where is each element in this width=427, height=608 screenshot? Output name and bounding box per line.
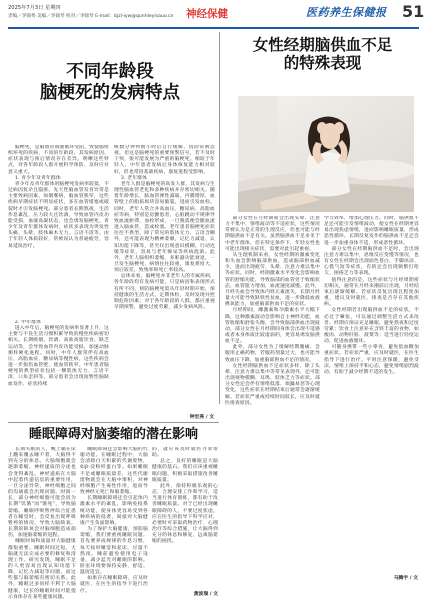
article2-byline: 马腾宇 / 文 <box>393 575 418 581</box>
page-header <box>8 2 425 26</box>
article2-title <box>226 36 419 73</box>
page-number: 51 <box>402 2 425 21</box>
article2-title-line1: 女性经期脑供血不足 <box>252 35 393 54</box>
article1-title-line2: 脑梗死的发病特点 <box>40 82 180 103</box>
article1-col1-bottom: 2. 中年群体 进入中年后，脑梗死的发病率显著上升，这主要与不良生活习惯积累导致的慢性疾病密切相关。长期吸烟、饮酒、高盐高脂饮食、缺乏运动等，会导致血管内皮功能受损，加速动脉粥样硬化进程。同时，中年人群常伴有高血压、高脂血症、糖尿病等慢性病，这些疾病会进一步损伤血管壁，使血管狭窄。中年患者脑梗死的典型症状包括一侧肢体无力、言语不清、口角歪斜等。部分患者会出现短暂性脑缺血发作，症状持续 <box>8 320 109 387</box>
article1-title-line1: 不同年龄段 <box>66 62 154 82</box>
article3-col3: 的，就应该及时就医寻求帮助。 总之，良好的睡眠是大脑健康的基石。我们应该重视睡眠问题，积极采取措施改善睡眠质量。 此外，保持积极乐观的心态，合理安排工作和学习，适当进行体育锻炼，都有助于改善睡眠质量。对于已经出现睡眠障碍的人，不要过度焦虑，应在医生的指导下科学应对，必要时可采取药物治疗、心理治疗等综合措施，让大脑得到充分的休息和修复，远离脑萎缩的困扰。 <box>152 447 218 545</box>
article2-col2: 学习效率，增加心理压力。同时，脑供血不足还可能引发情绪波动，使女性在经期更容易出现焦虑情绪，进而影响睡眠质量，形成恶性循环。长期反复发作的脑供血不足还会进一步加重身体不适，形成恶性循环。 部分女性在经期脑供血不足时，会出现注意力难以集中，思维反应变慢等情况，也有女性在经期会出现面色苍白、手脚冰凉、心慌气短等症状，有的还会出现频繁打哈欠、困倦乏力等表现。 值得注意的是，这些症状与月经周期密切相关，通常在月经来潮前后出现，月经结束后逐渐缓解。若症状反复出现且程度加重，建议及时就医，排查是否存在其他疾病。 女性经期若出现脑供血不足的症状，不必过于紧张，可以通过调整生活方式来改善。经期应保证充足睡眠，避免熬夜和过度劳累；饮食上注意补充含铁丰富的食物，如瘦肉、动物肝脏、菠菜等；适当进行轻度运动，促进血液循环。 可随身携带一些小零食，避免低血糖加重症状。若症状严重，应及时就医，在医生指导下进行治疗。平时注意保暖，避免受凉，情绪上保持平和心态，避免情绪剧烈波动，有助于减少经期不适的发生。 <box>324 216 419 375</box>
column-divider <box>219 32 220 404</box>
article1-col2: 统数分钟到数小时后自行缓解，因而常被忽视。但这是脑梗死的重要预警信号，若不及时干预，很可能发展为严重的脑梗死。相较于年轻人，中年患者发病后身体恢复能力相对较好，但也常因基础疾病，康复进程受影响。 3. 老年群体 老年人群是脑梗死的高发人群，其发病与生理性脑血管老化和多种疾病并存密切相关。随着年龄增长，脑血管弹性减弱，内膜增厚，血管壁上的脂质斑块容易破裂，进而引发血栓。同时，老年人常合并高血压、糖尿病、高脂血症等病，特别是房颤患者，心脏跳动不规律导致血流瘀滞，血栓形成，一旦脱落便会随血流进入脑血管，造成栓塞。老年患者脑梗死症状往往不典型，除了常见的肢体无力、言语含糊外，还可能表现为精神萎靡，记忆力减退、认知功能下降等，甚至仅出现意识模糊、行动迟缓等症状，容易与老年痴呆等疾病混淆。此外，老年人脑组织萎缩，多脏器功能衰退，一旦发生脑梗死，病情往往较重，康复难度大，预后较差，致残率和死亡率较高。 总体来看，脑梗死并非老年人的专属疾病，各年龄段均有发病可能，只是病因和表现形式有所不同。预防脑梗死需从年轻时期开始，保持健康的生活方式，定期体检，及时发现并控制危险因素；对于各年龄段的人群，都应重视早期预警，避免过度劳累，减少发病风险。 <box>114 145 215 311</box>
article2-col1: 部分女性在月经期间会出现头晕、注意力不集中、情绪波动等不适症状，这些情况常被认为是正常的生理反应，但也可能与经期脑供血不足有关。虽然脑供血不足多见于中老年群体，但在特定条件下，年轻女性也可能出现相关症状，需要对此引起重视。 从生理机制来看，女性经期的激素变化和失血会影响脑部供血，造成脑部供血减少，进而出现疲劳、头晕、注意力难以集中等症状。同时，经期激素水平变化会影响血管的舒缩功能，导致脑部的血管处于收缩状态，血管阻力增加，血流速度减慢。此外，月经失血会导致体内铁元素流失，长期月经量大可能导致缺铁性贫血，进一步降低血液携氧能力，加重脑部供血不足的症状。 月经期间，雌激素和孕激素水平大幅下降，这种激素波动会影响自主神经功能，血管收缩和舒张失衡，会导致脑部供血出现波动，部分女性在月经期间身体会出现不适感或者本身体质比较虚弱的，更容易诱发脑供血不足。 此外，部分女性为了缓解经期腹痛，会服用止痛药物，若服药剂量过大，也可能导致血压下降，加重脑部供血不足的情况。 女性经期脑供血不足症状多样，除了头晕、注意力难以集中等常见表现外，还可能出现视物模糊、耳鸣、肢体乏力等症状。部分女性还会伴有情绪低落、烦躁易怒等心理变化，这些症状在经期结束后通常会逐渐缓解。若症状严重或持续时间较长，应及时就医排查原因。 <box>225 216 320 406</box>
issue-date: 2025年7月3日 星期四 <box>8 5 61 11</box>
article2-title-line2: 的特殊表现 <box>283 53 362 73</box>
section-title: 神经保健 <box>186 8 228 20</box>
article1-col1-top: 脑梗死，是脑血管血液循环受阻、致使脑组织坏死的疾病，不同的年龄段，其发病原因、症状表现与预后情况存在差异。明晰这些特点，对各年龄段人群开展科学预防、及时应对意义重大。 1. 青少年及青年群体 青少年及青年群体的脑梗死发病率较低，不过病因复杂且隐匿。先天性脑血管发育异常是主要致病因素，如烟雾病，脑血管狭窄，这些疾病早期症状不明显症状，多在血管堵塞或破裂时才引发脑梗死。部分患者长期熬夜，生活作息紊乱，压力较大且饮酒，导致血管内皮功能受损，血液高凝状态，也会诱发脑梗死。青少年及青年群体发病时，症状多表现为突发性头痛、头晕、肢体麻木无力，言语不清等。由于年轻人体质较好，常被误认为普通疲劳，容易延误治疗。 <box>8 145 109 249</box>
article3-col1: 长期失眠的人，晚上躺在床上翻来覆去睡不着，大脑得不到充分的休息。大脑细胞就会逐渐萎缩。神经递质的分泌也会变得紊乱。神经递质在大脑中起着传递信息的重要作用，一旦分泌异常，神经细胞之间的沟通就会出现问题。时间一长，部分神经细胞可能会因为长期"饥饿"而"饿死"，导致脑萎缩。睡眠呼吸暂停综合征患者在睡觉时，会反复出现呼吸暂停的情况，导致大脑缺氧。长期的缺氧会对脑细胞造成损伤，加速脑萎缩的进程。 睡眠时间和质量对大脑健康都很重要。睡眠时间过短，大脑就无法完成必要的修复和清理工作。研究发现，睡眠不足的人更容易出现认知功能下降，记忆力减退等问题，而这些都与脑萎缩有密切关系。此外，睡眠过多同样不利于大脑健康，过长的睡眠时间可能提示身体存在某些健康问题。 <box>8 447 76 599</box>
article1-title <box>40 62 180 103</box>
article1-byline: 钟宏亮 / 文 <box>189 414 214 420</box>
article3-col2: 睡眠障碍还会影响大脑的代谢功能。在睡眠过程中，大脑会清除白天积累的代谢废物，如β-淀粉样蛋白等。如果睡眠不足或睡眠质量差，这些代谢废物就会在大脑中堆积，对神经细胞产生毒性作用，进而导致神经元死亡和脑萎缩。 长期睡眠障碍还会引起体内激素水平的紊乱，影响免疫系统功能，使身体更容易受到各种疾病的侵袭，间接对大脑健康产生负面影响。 为了保护大脑健康，预防脑萎缩，我们要重视睡眠问题。首先要养成规律的作息习惯，每天按时睡觉和起床，尽量不熬夜。睡前避免使用电子设备，减少蓝光对睡眠的影响。卧室环境要保持安静、舒适、温度适宜。 如果存在睡眠障碍，应及时就医，在医生的指导下进行治疗。 <box>80 447 148 594</box>
article3-byline: 黄波瑞 / 文 <box>193 591 218 597</box>
header-rule <box>8 27 419 29</box>
newspaper-brand: 医药养生保健报 <box>306 6 387 19</box>
editors-line: 责编／李锦秀 美编／李锦琴 校对／李锦琴 E-mail：bjzl-iyw@qunhleyisauo.cn <box>8 14 174 19</box>
article2-photo <box>238 96 414 212</box>
article3-title: 睡眠障碍对脑萎缩的潜在影响 <box>28 427 198 442</box>
section-divider <box>8 422 219 423</box>
woman-headache-image <box>238 96 414 212</box>
